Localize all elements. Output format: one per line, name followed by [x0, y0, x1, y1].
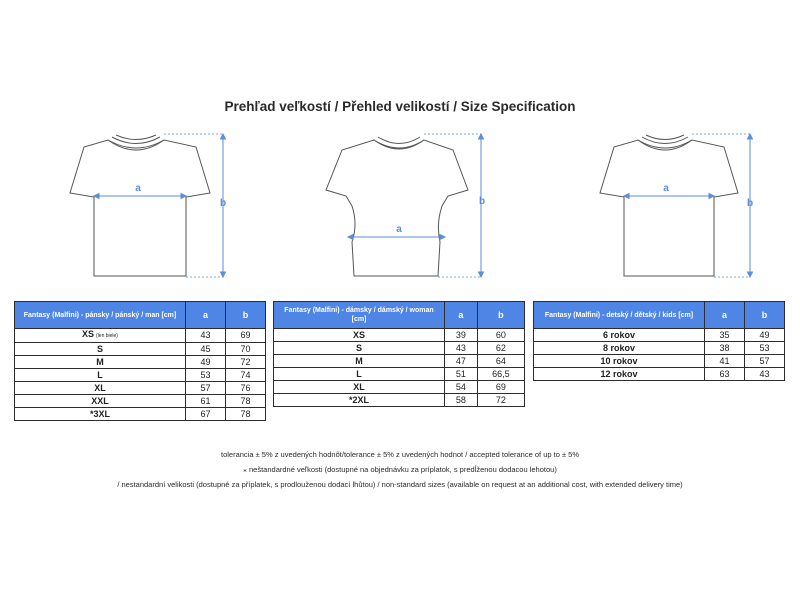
size-cell: 10 rokov [534, 355, 705, 368]
kids-tshirt-diagram [590, 120, 770, 280]
value-b-cell: 78 [226, 408, 266, 421]
value-a-cell: 67 [186, 408, 226, 421]
table-header: Fantasy (Malfini) - pánsky / pánský / man [cm] [15, 302, 186, 329]
value-b-cell: 60 [477, 329, 524, 342]
value-a-cell: 47 [445, 355, 478, 368]
measure-b-label: b [479, 196, 486, 207]
value-b-cell: 69 [226, 329, 266, 343]
value-b-cell: 66,5 [477, 368, 524, 381]
value-a-cell: 39 [445, 329, 478, 342]
table-header: Fantasy (Malfini) - detský / dětský / kids [cm] [534, 302, 705, 329]
nonstandard-note-sk: ⁎ neštandardné veľkosti (dostupné na objednávku za príplatok, s predĺženou dodacou lehotou) [243, 465, 557, 474]
measure-a-label: a [396, 224, 402, 235]
table-row [15, 356, 266, 369]
size-cell: 12 rokov [534, 368, 705, 381]
size-cell: L [15, 369, 186, 382]
size-cell: 8 rokov [534, 342, 705, 355]
value-b-cell: 70 [226, 343, 266, 356]
value-a-cell: 61 [186, 395, 226, 408]
size-cell: XS [274, 329, 445, 342]
size-cell: S [274, 342, 445, 355]
table-row [15, 395, 266, 408]
value-b-cell: 57 [745, 355, 785, 368]
table-row [274, 342, 525, 355]
value-b-cell: 43 [745, 368, 785, 381]
size-cell: *3XL [15, 408, 186, 421]
table-row [15, 369, 266, 382]
nonstandard-note-cz-en: / nestandardní velikosti (dostupné za příplatek, s prodlouženou dodací lhůtou) / non-standard sizes (available on request at an additional cost, with extended delivery time) [117, 480, 683, 489]
woman-size-table [273, 301, 525, 407]
page-title: Prehľad veľkostí / Přehled velikostí / Size Specification [224, 99, 576, 114]
value-b-cell: 72 [477, 394, 524, 407]
value-a-cell: 63 [705, 368, 745, 381]
value-a-cell: 38 [705, 342, 745, 355]
size-cell: XXL [15, 395, 186, 408]
value-a-cell: 53 [186, 369, 226, 382]
measure-a-label: a [135, 183, 141, 194]
value-b-cell: 69 [477, 381, 524, 394]
value-a-cell: 41 [705, 355, 745, 368]
value-a-cell: 57 [186, 382, 226, 395]
column-a-header: a [445, 302, 478, 329]
column-a-header: a [705, 302, 745, 329]
table-row [15, 408, 266, 421]
value-a-cell: 54 [445, 381, 478, 394]
table-row [15, 329, 266, 343]
size-cell: XS (len biele) [15, 329, 186, 343]
value-b-cell: 64 [477, 355, 524, 368]
measure-b-label: b [747, 198, 754, 209]
value-a-cell: 43 [445, 342, 478, 355]
size-cell: *2XL [274, 394, 445, 407]
value-a-cell: 58 [445, 394, 478, 407]
value-b-cell: 76 [226, 382, 266, 395]
table-row [534, 329, 785, 342]
man-tshirt-diagram [60, 120, 240, 280]
value-b-cell: 78 [226, 395, 266, 408]
size-cell: M [15, 356, 186, 369]
size-cell: XL [274, 381, 445, 394]
value-b-cell: 62 [477, 342, 524, 355]
value-a-cell: 49 [186, 356, 226, 369]
table-row [534, 355, 785, 368]
value-b-cell: 53 [745, 342, 785, 355]
column-b-header: b [745, 302, 785, 329]
size-note: (len biele) [96, 333, 118, 339]
size-cell: M [274, 355, 445, 368]
column-b-header: b [477, 302, 524, 329]
value-b-cell: 74 [226, 369, 266, 382]
table-row [274, 381, 525, 394]
tolerance-note: tolerancia ± 5% z uvedených hodnôt/tolerance ± 5% z uvedených hodnot / accepted tolerance of up to ± 5% [221, 450, 579, 459]
size-cell: XL [15, 382, 186, 395]
value-a-cell: 43 [186, 329, 226, 343]
table-row [274, 368, 525, 381]
value-b-cell: 49 [745, 329, 785, 342]
table-header: Fantasy (Malfini) - dámsky / dámský / woman [cm] [274, 302, 445, 329]
measure-a-label: a [663, 183, 669, 194]
value-a-cell: 51 [445, 368, 478, 381]
size-cell: L [274, 368, 445, 381]
size-cell: 6 rokov [534, 329, 705, 342]
value-a-cell: 45 [186, 343, 226, 356]
table-row [534, 342, 785, 355]
woman-tshirt-diagram [310, 120, 500, 280]
measure-b-label: b [220, 198, 227, 209]
table-row [534, 368, 785, 381]
value-a-cell: 35 [705, 329, 745, 342]
table-row [274, 329, 525, 342]
kids-size-table [533, 301, 785, 381]
man-size-table [14, 301, 266, 421]
value-b-cell: 72 [226, 356, 266, 369]
size-cell: S [15, 343, 186, 356]
column-a-header: a [186, 302, 226, 329]
column-b-header: b [226, 302, 266, 329]
table-row [15, 343, 266, 356]
table-row [274, 355, 525, 368]
table-row [274, 394, 525, 407]
table-row [15, 382, 266, 395]
